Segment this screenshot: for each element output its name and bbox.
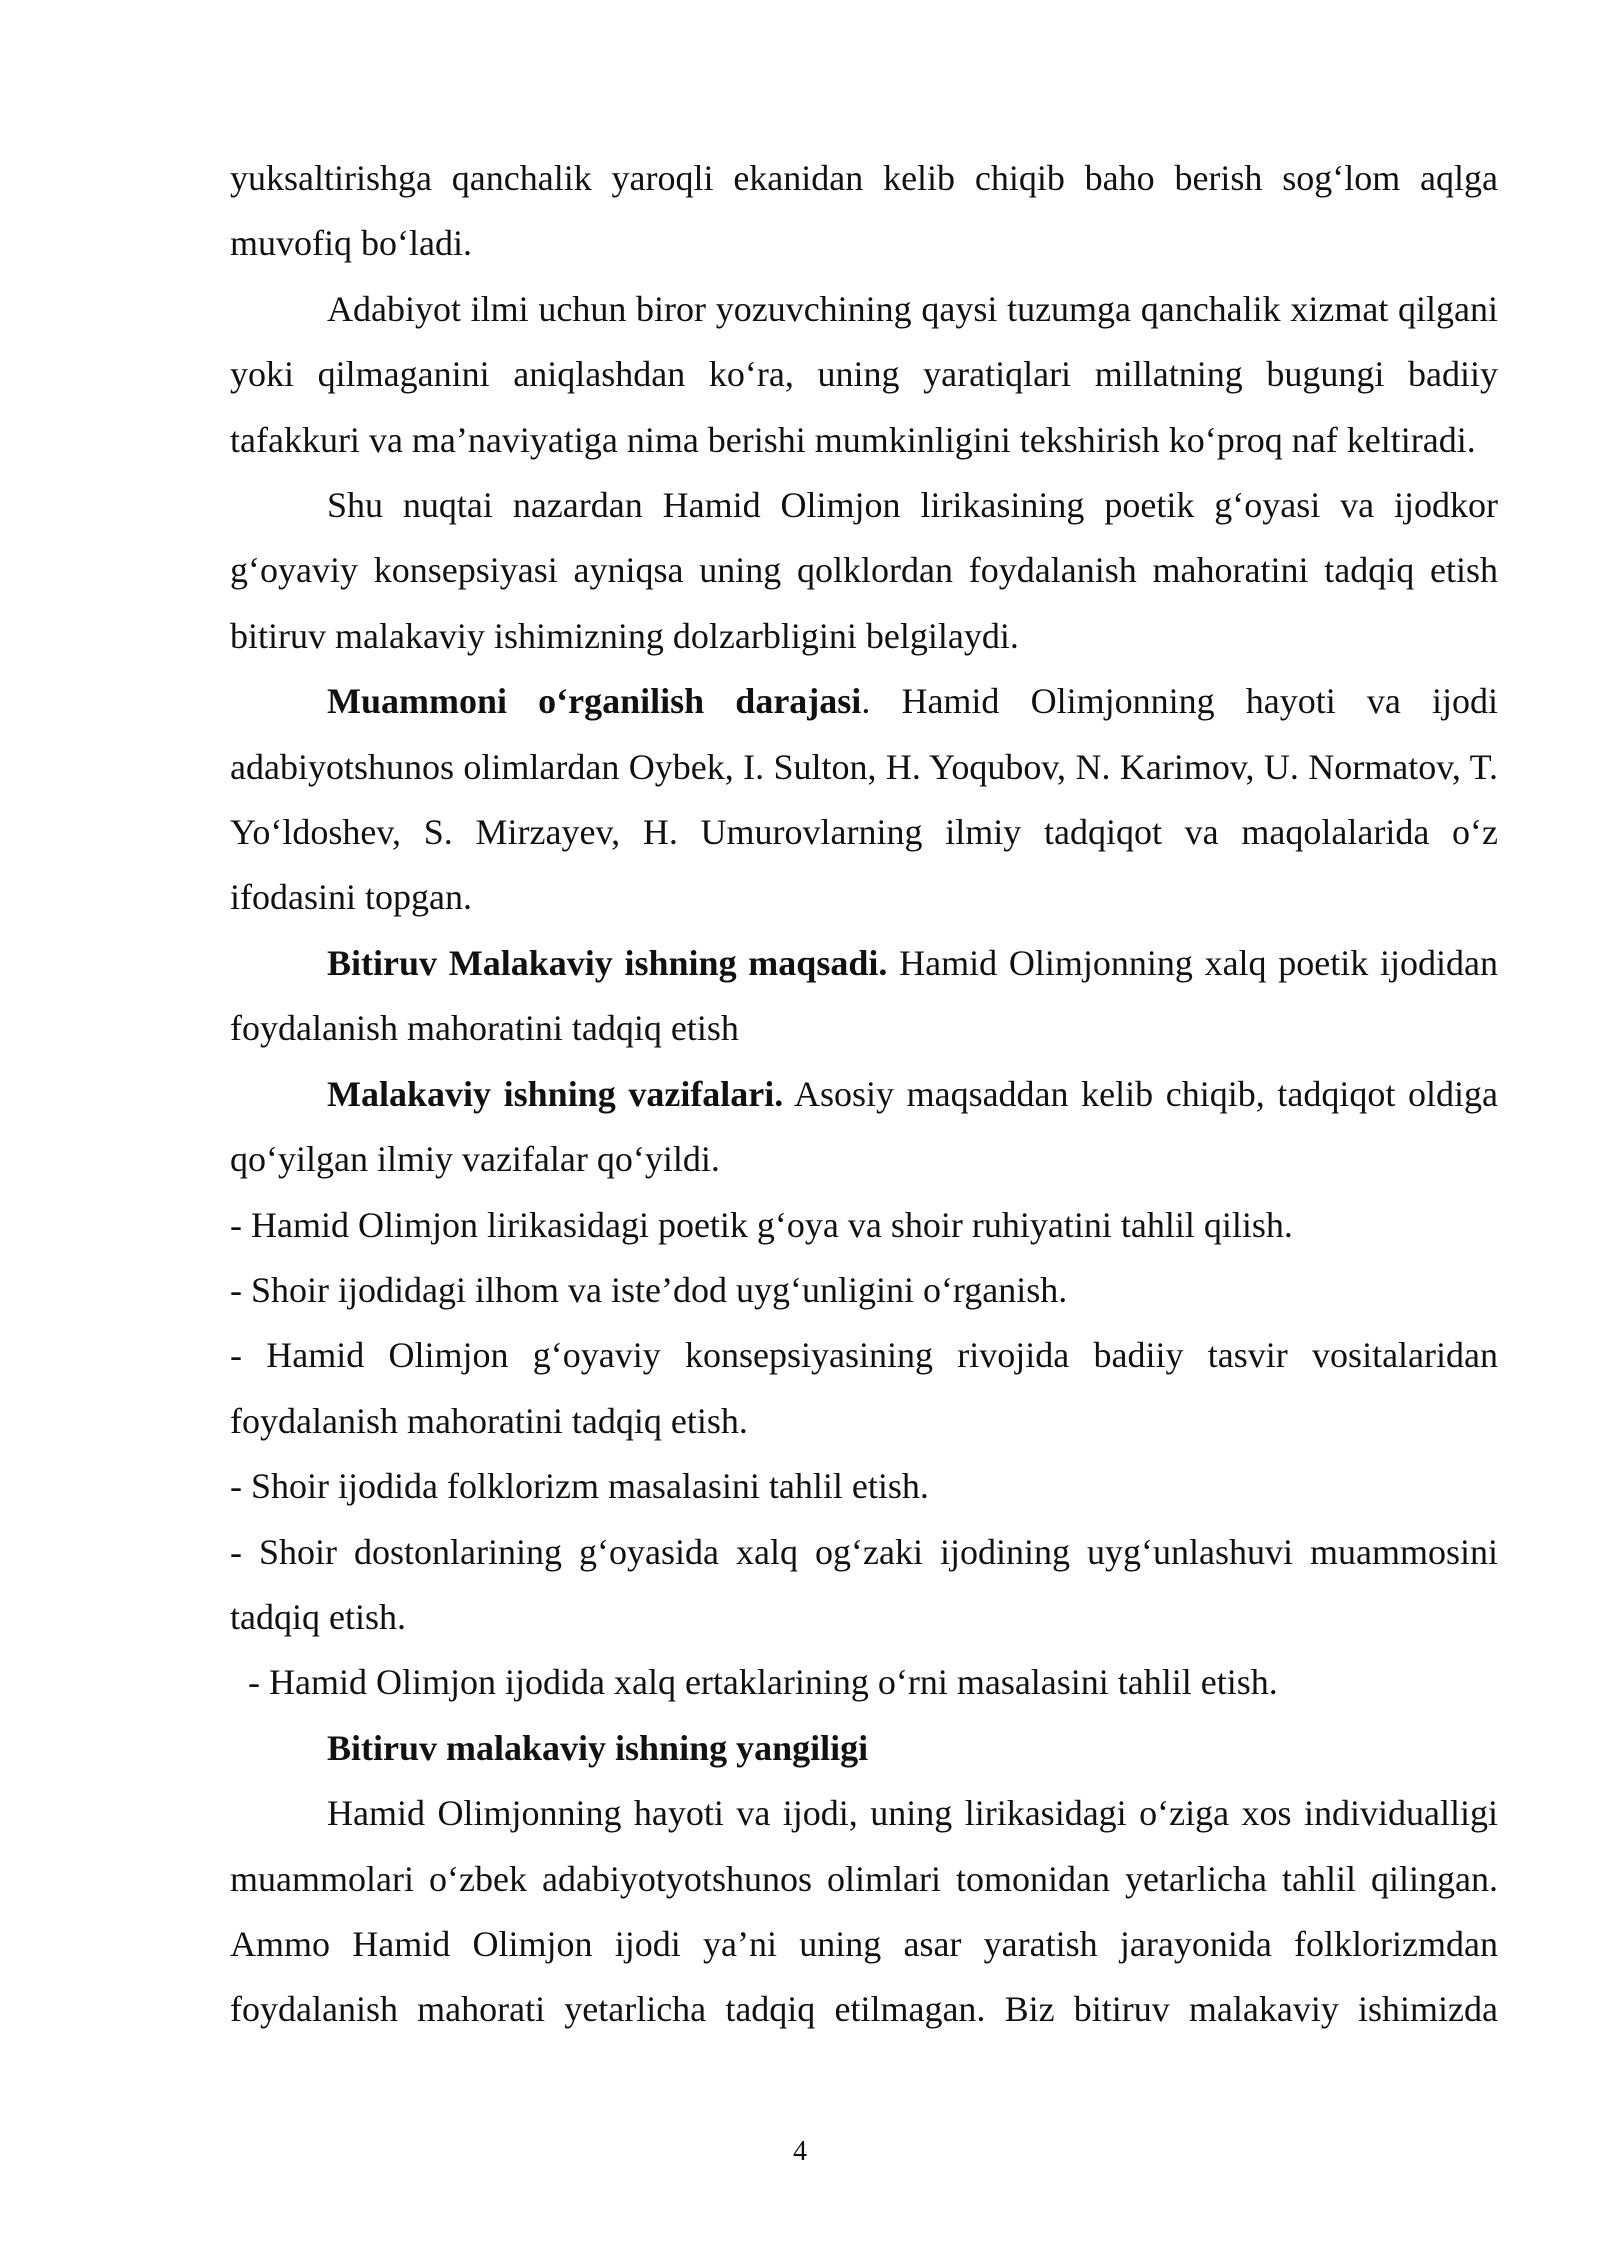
paragraph-relevance: Shu nuqtai nazardan Hamid Olimjon lirikasining poetik g‘oyasi va ijodkor g‘oyaviy konsepsiyasi ayniqsa uning qolklordan foydalanish mahoratini tadqiq etish bitiruv malakaviy ishimizning dolzarbligini belgilaydi. — [230, 485, 1498, 656]
task-item: - Shoir ijodida folklorizm masalasini tahlil etish. — [230, 1466, 929, 1507]
paragraph-goal — [230, 931, 1498, 1062]
page-number: 4 — [793, 2136, 807, 2167]
tasks-text: Asosiy maqsaddan kelib chiqib, tadqiqot oldiga qo‘yilgan ilmiy vazifalar qo‘yildi. — [230, 1073, 1498, 1180]
task-item: - Hamid Olimjon g‘oyaviy konsepsiyasining rivojida badiiy tasvir vositalaridan foydalanish mahoratini tadqiq etish. — [230, 1335, 1498, 1441]
paragraph-literary-science: Adabiyot ilmi uchun biror yozuvchining qaysi tuzumga qanchalik xizmat qilgani yoki qilmaganini aniqlashdan ko‘ra, uning yaratiqlari millatning bugungi badiiy tafakkuri va ma’naviyatiga nima berishi mumkinligini tekshirish ko‘proq naf keltiradi. — [230, 288, 1498, 460]
task-item: - Shoir ijodidagi ilhom va iste’dod uyg‘unligini o‘rganish. — [230, 1269, 1068, 1310]
task-item: - Hamid Olimjon ijodida xalq ertaklarining o‘rni masalasini tahlil etish. — [248, 1662, 1278, 1703]
research-degree-heading: Muammoni o‘rganilish darajasi — [327, 681, 862, 722]
task-item: - Shoir dostonlarining g‘oyasida xalq og‘zaki ijodining uyg‘unlashuvi muammosini tadqiq etish. — [230, 1531, 1498, 1637]
task-item: - Hamid Olimjon lirikasidagi poetik g‘oya va shoir ruhiyatini tahlil qilish. — [230, 1204, 1293, 1245]
goal-heading: Bitiruv Malakaviy ishning maqsadi. — [327, 942, 888, 983]
paragraph-novelty: Hamid Olimjonning hayoti va ijodi, uning lirikasidagi o‘ziga xos individualligi muammolari o‘zbek adabiyotyotshunos olimlari tomonidan yetarlicha tahlil qilingan. Ammo Hamid Olimjon ijodi ya’ni uning asar yaratish jarayonida folklorizmdan foydalanish mahorati yetarlicha tadqiq etilmagan. Biz bitiruv malakaviy ishimizda — [230, 1793, 1498, 2030]
research-degree-text: . Hamid Olimjonning hayoti va ijodi adabiyotshunos olimlardan Oybek, I. Sulton, H. Yoqubov, N. Karimov, U. Normatov, T. Yo‘ldoshev, S. Mirzayev, H. Umurovlarning ilmiy tadqiqot va maqolalarida o‘z ifodasini topgan. — [230, 681, 1498, 918]
body-text — [230, 146, 1498, 2043]
paragraph-tasks — [230, 1062, 1498, 1193]
goal-text: Hamid Olimjonning xalq poetik ijodidan foydalanish mahoratini tadqiq etish — [230, 942, 1498, 1049]
tasks-heading: Malakaviy ishning vazifalari. — [327, 1073, 784, 1114]
paragraph-continuation: yuksaltirishga qanchalik yaroqli ekanidan kelib chiqib baho berish sog‘lom aqlga muvofiq bo‘ladi. — [230, 158, 1498, 264]
paragraph-research-degree — [230, 669, 1498, 931]
novelty-heading: Bitiruv malakaviy ishning yangiligi — [327, 1727, 869, 1768]
